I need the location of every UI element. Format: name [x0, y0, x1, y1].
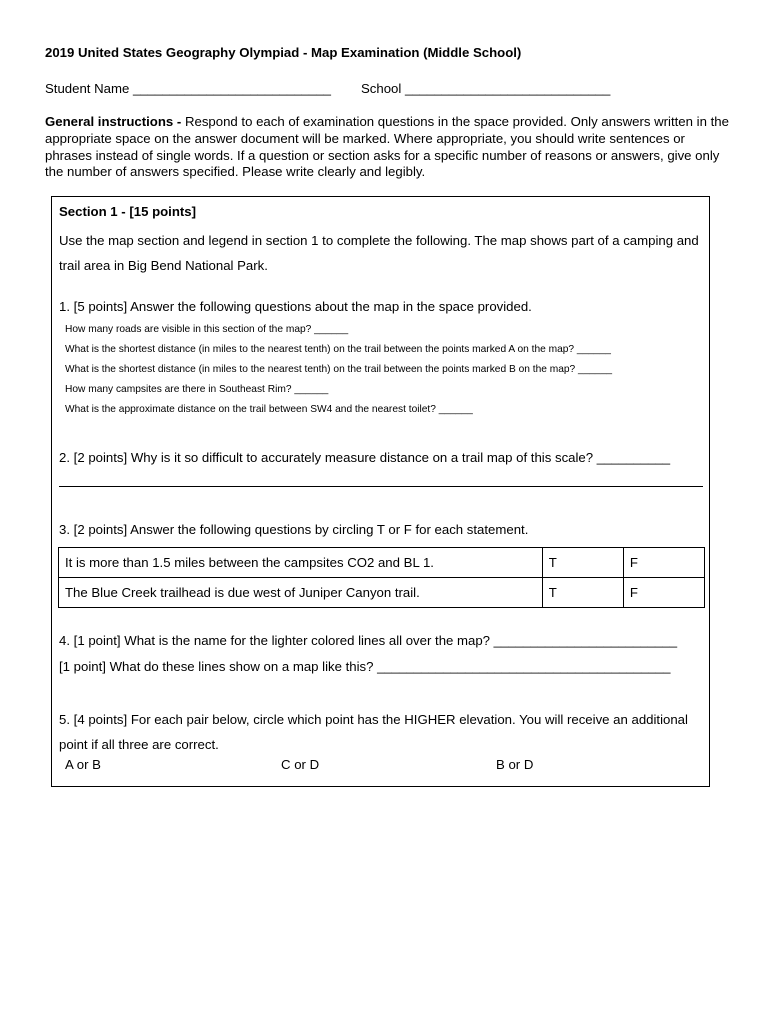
choice-a-or-b[interactable]: A or B	[65, 757, 101, 772]
general-instructions	[45, 114, 735, 181]
table-row	[59, 578, 705, 608]
section-intro: Use the map section and legend in section 1 to complete the following. The map shows part of a camping and trail area in Big Bend National Park.	[59, 233, 699, 273]
section-1-box	[51, 196, 710, 787]
table-row	[59, 548, 705, 578]
q1-item-roads[interactable]: How many roads are visible in this section of the map? ______	[65, 324, 349, 335]
question-2[interactable]: 2. [2 points] Why is it so difficult to accurately measure distance on a trail map of this scale? __________	[59, 450, 671, 465]
tf-option-false[interactable]: F	[623, 578, 704, 608]
q1-item-distance-b[interactable]: What is the shortest distance (in miles to the nearest tenth) on the trail between the points marked B on the map? ______	[65, 364, 613, 375]
q2-answer-line[interactable]	[59, 486, 703, 487]
student-name-field[interactable]: Student Name ___________________________	[45, 81, 331, 96]
instructions-label: General instructions -	[45, 114, 185, 129]
question-1: 1. [5 points] Answer the following questions about the map in the space provided.	[59, 299, 532, 314]
tf-option-true[interactable]: T	[542, 548, 623, 578]
student-info-row	[45, 81, 611, 96]
section-title: Section 1 - [15 points]	[59, 204, 197, 219]
q1-item-toilet-distance[interactable]: What is the approximate distance on the trail between SW4 and the nearest toilet? ______	[65, 404, 473, 415]
exam-title: 2019 United States Geography Olympiad - Map Examination (Middle School)	[45, 45, 522, 60]
question-4a[interactable]: 4. [1 point] What is the name for the lighter colored lines all over the map? _________________________	[59, 633, 678, 648]
tf-option-true[interactable]: T	[542, 578, 623, 608]
true-false-table	[58, 547, 705, 608]
q1-item-campsites[interactable]: How many campsites are there in Southeast Rim? ______	[65, 384, 329, 395]
question-5: 5. [4 points] For each pair below, circle which point has the HIGHER elevation. You will receive an additional point if all three are correct.	[59, 712, 688, 752]
school-field[interactable]: School ____________________________	[361, 81, 611, 96]
question-3: 3. [2 points] Answer the following questions by circling T or F for each statement.	[59, 522, 529, 537]
tf-statement: The Blue Creek trailhead is due west of Juniper Canyon trail.	[59, 578, 543, 608]
tf-option-false[interactable]: F	[623, 548, 704, 578]
question-4b[interactable]: [1 point] What do these lines show on a map like this? ________________________________________	[59, 659, 671, 674]
instructions-text: Respond to each of examination questions in the space provided. Only answers written in the appropriate space on the answer document will be marked. Where appropriate, you should write sentences or phrases instead of single words. If a question or section asks for a specific number of reasons or answers, give only the number of answers specified. Please write clearly and legibly.	[45, 114, 729, 180]
choice-b-or-d[interactable]: B or D	[496, 757, 534, 772]
choice-c-or-d[interactable]: C or D	[281, 757, 320, 772]
q1-item-distance-a[interactable]: What is the shortest distance (in miles to the nearest tenth) on the trail between the points marked A on the map? ______	[65, 344, 611, 355]
tf-statement: It is more than 1.5 miles between the campsites CO2 and BL 1.	[59, 548, 543, 578]
